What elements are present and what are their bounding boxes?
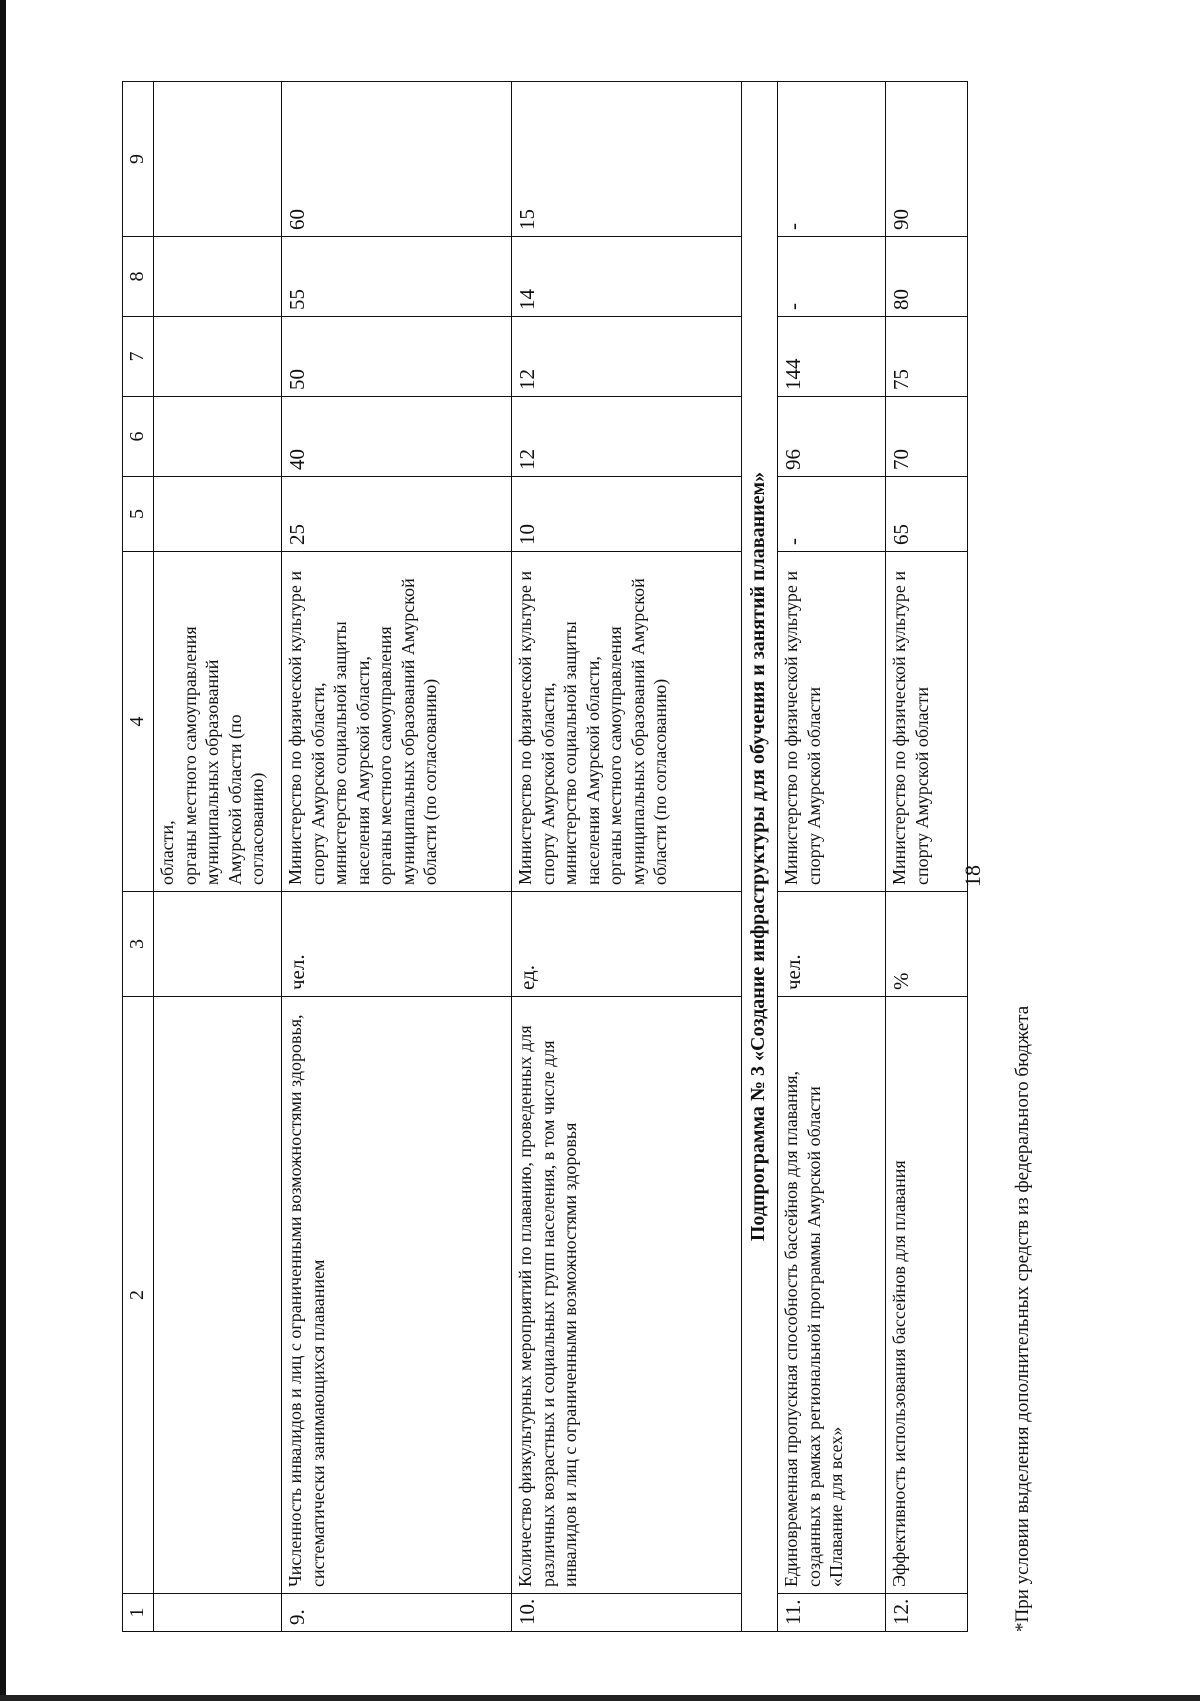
value-col-6: 70 — [886, 397, 968, 477]
value-col-8: - — [778, 237, 886, 317]
value-col-9: - — [778, 82, 886, 237]
value-col-7: 144 — [778, 317, 886, 397]
row-number: 12. — [886, 1594, 968, 1632]
table-row — [886, 82, 968, 1632]
indicator-name: Численность инвалидов и лиц с ограниченными возможностями здоровья, систематически занимающихся плаванием — [282, 997, 512, 1594]
value-col-5: 25 — [282, 477, 512, 552]
indicator-name: Единовременная пропускная способность бассейнов для плавания, созданных в рамках региональной программы Амурской области «Плавание для всех» — [778, 997, 886, 1594]
header-col-3: 3 — [123, 892, 154, 997]
header-col-5: 5 — [123, 477, 154, 552]
row-number: 11. — [778, 1594, 886, 1632]
value-col-9: 90 — [886, 82, 968, 237]
executor-text: области, органы местного самоуправления муниципальных образований Амурской области (по согласованию) — [157, 626, 267, 885]
executor-cell — [886, 552, 968, 892]
table-row — [282, 82, 512, 1632]
value-col-7: 75 — [886, 317, 968, 397]
page-number: 18 — [960, 865, 985, 887]
value-col-5: 65 — [886, 477, 968, 552]
header-col-1: 1 — [123, 1594, 154, 1632]
value-col-7: 50 — [282, 317, 512, 397]
value-col-8: 80 — [886, 237, 968, 317]
executor-text: Министерство по физической культуре и спорту Амурской области, министерство социальной защиты населения Амурской области, органы местного самоуправления муниципальных образований Амурской области (по согласованию) — [515, 570, 670, 885]
row-number: 9. — [282, 1594, 512, 1632]
executor-cell — [282, 552, 512, 892]
unit: % — [886, 892, 968, 997]
table-row — [778, 82, 886, 1632]
table-row-continuation — [154, 82, 282, 1632]
header-col-6: 6 — [123, 397, 154, 477]
executor-text: Министерство по физической культуре и спорту Амурской области — [781, 570, 824, 885]
executor-cell — [778, 552, 886, 892]
subprogram-title: Подпрограмма № 3 «Создание инфраструктуры для обучения и занятий плаванием» — [742, 82, 778, 1632]
value-col-6: 12 — [512, 397, 742, 477]
indicator-name: Количество физкультурных мероприятий по плаванию, проведенных для различных возрастных и социальных групп населения, в том числе для инвалидов и лиц с ограниченными возможностями здоровья — [512, 997, 742, 1594]
rotated-page-content — [122, 82, 1082, 1632]
value-col-8: 14 — [512, 237, 742, 317]
indicators-table — [122, 81, 968, 1632]
header-col-8: 8 — [123, 237, 154, 317]
executor-text: Министерство по физической культуре и спорту Амурской области, министерство социальной защиты населения Амурской области, органы местного самоуправления муниципальных образований Амурской области (по согласованию) — [285, 570, 440, 885]
subprogram-row — [742, 82, 778, 1632]
value-col-7: 12 — [512, 317, 742, 397]
row-number: 10. — [512, 1594, 742, 1632]
unit: чел. — [778, 892, 886, 997]
value-col-5: - — [778, 477, 886, 552]
executor-text: Министерство по физической культуре и спорту Амурской области — [889, 570, 932, 885]
value-col-9: 15 — [512, 82, 742, 237]
value-col-6: 40 — [282, 397, 512, 477]
value-col-9: 60 — [282, 82, 512, 237]
value-col-8: 55 — [282, 237, 512, 317]
value-col-5: 10 — [512, 477, 742, 552]
executor-cell — [512, 552, 742, 892]
header-col-7: 7 — [123, 317, 154, 397]
unit: чел. — [282, 892, 512, 997]
header-col-4: 4 — [123, 552, 154, 892]
indicator-name: Эффективность использования бассейнов для плавания — [886, 997, 968, 1594]
header-col-2: 2 — [123, 997, 154, 1594]
table-row — [512, 82, 742, 1632]
header-row — [123, 82, 154, 1632]
unit: ед. — [512, 892, 742, 997]
footnote: *При условии выделения дополнительных средств из федерального бюджета — [1012, 1005, 1033, 1632]
executor-cell — [154, 552, 282, 892]
header-col-9: 9 — [123, 82, 154, 237]
value-col-6: 96 — [778, 397, 886, 477]
